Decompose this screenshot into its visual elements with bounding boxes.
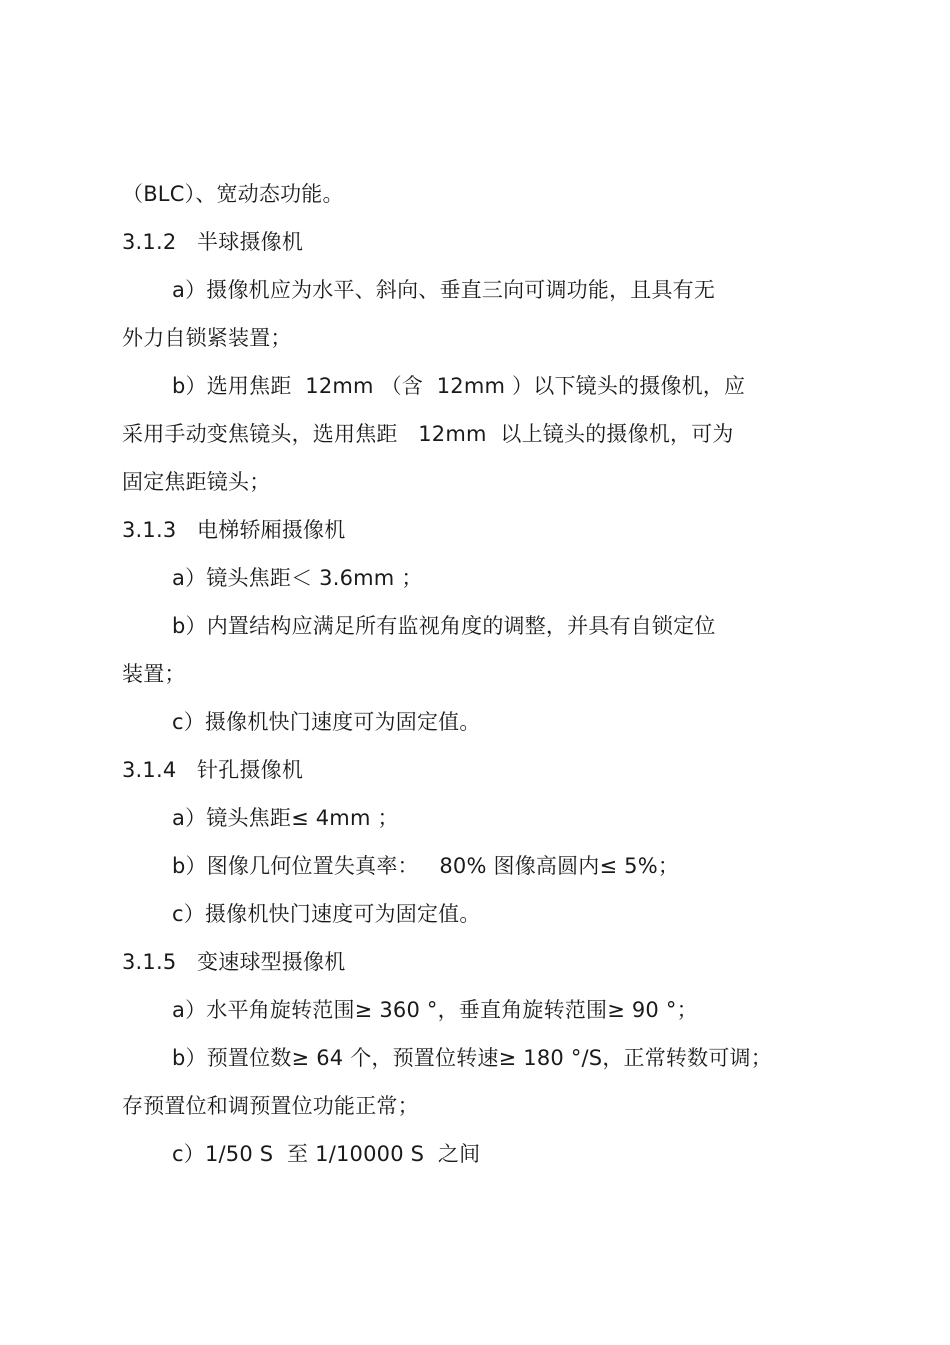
list-item-a: a）摄像机应为水平、斜向、垂直三向可调功能，且具有无 — [172, 278, 716, 302]
text-line-continuation: （BLC）、宽动态功能。 — [122, 182, 344, 206]
list-item-c: c）摄像机快门速度可为固定值。 — [172, 902, 481, 926]
list-item-b: b）选用焦距 12mm （含 12mm ）以下镜头的摄像机，应 — [172, 374, 746, 398]
section-heading-3-1-2: 3.1.2 半球摄像机 — [122, 230, 304, 254]
list-item-b-continuation: 存预置位和调预置位功能正常； — [122, 1094, 419, 1118]
list-item-a: a）镜头焦距≤ 4mm ； — [172, 806, 399, 830]
list-item-a: a）水平角旋转范围≥ 360 °，垂直角旋转范围≥ 90 °； — [172, 998, 698, 1022]
list-item-b: b）内置结构应满足所有监视角度的调整，并具有自锁定位 — [172, 614, 716, 638]
list-item-b-continuation: 采用手动变焦镜头，选用焦距 12mm 以上镜头的摄像机，可为 — [122, 422, 734, 446]
section-heading-3-1-3: 3.1.3 电梯轿厢摄像机 — [122, 518, 346, 542]
section-heading-3-1-5: 3.1.5 变速球型摄像机 — [122, 950, 346, 974]
list-item-b: b）预置位数≥ 64 个，预置位转速≥ 180 °/S，正常转数可调； — [172, 1046, 772, 1070]
list-item-c: c）摄像机快门速度可为固定值。 — [172, 710, 481, 734]
list-item-c: c）1/50 S 至 1/10000 S 之间 — [172, 1142, 481, 1166]
section-heading-3-1-4: 3.1.4 针孔摄像机 — [122, 758, 304, 782]
list-item-a: a）镜头焦距＜ 3.6mm ； — [172, 566, 423, 590]
list-item-b-continuation: 固定焦距镜头； — [122, 470, 271, 494]
list-item-b: b）图像几何位置失真率： 80% 图像高圆内≤ 5%； — [172, 854, 680, 878]
list-item-b-continuation: 装置； — [122, 662, 186, 686]
list-item-a-continuation: 外力自锁紧装置； — [122, 326, 292, 350]
